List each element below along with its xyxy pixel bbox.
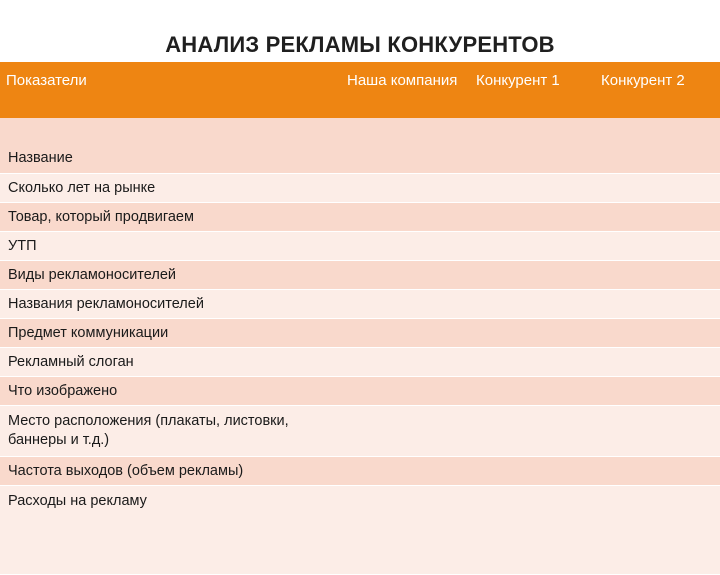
header-indicators: Показатели [0, 62, 345, 118]
table-cell [345, 118, 470, 174]
table-cell [595, 203, 720, 232]
table-cell [345, 203, 470, 232]
table-cell [345, 319, 470, 348]
table-cell [345, 232, 470, 261]
table-row [0, 261, 720, 290]
table-cell [470, 261, 595, 290]
table-row [0, 174, 720, 203]
table-cell [595, 261, 720, 290]
table-cell [595, 232, 720, 261]
table-cell [470, 118, 595, 174]
table-header-row [0, 62, 720, 118]
row-label: УТП [0, 232, 345, 261]
table-cell [595, 486, 720, 575]
table-cell [470, 457, 595, 486]
table-cell [595, 118, 720, 174]
table-cell [470, 377, 595, 406]
table-cell [470, 348, 595, 377]
row-label: Расходы на рекламу [0, 486, 345, 575]
table-cell [595, 319, 720, 348]
table-cell [470, 290, 595, 319]
table-row [0, 348, 720, 377]
table-cell [345, 290, 470, 319]
table-cell [470, 232, 595, 261]
row-label: Что изображено [0, 377, 345, 406]
table-cell [470, 319, 595, 348]
table-row [0, 457, 720, 486]
table-cell [595, 174, 720, 203]
competitor-analysis-table [0, 62, 720, 575]
table-row [0, 377, 720, 406]
row-label: Названия рекламоносителей [0, 290, 345, 319]
table-cell [345, 457, 470, 486]
row-label: Товар, который продвигаем [0, 203, 345, 232]
row-label: Частота выходов (объем рекламы) [0, 457, 345, 486]
row-label: Предмет коммуникации [0, 319, 345, 348]
table-row [0, 290, 720, 319]
table-cell [470, 486, 595, 575]
table-row [0, 118, 720, 174]
table-cell [345, 406, 470, 457]
table-row [0, 486, 720, 575]
header-our-company: Наша компания [345, 62, 470, 118]
table-cell [595, 457, 720, 486]
table-cell [595, 406, 720, 457]
table-cell [345, 348, 470, 377]
table-cell [345, 261, 470, 290]
table-row [0, 203, 720, 232]
table-cell [470, 406, 595, 457]
table-cell [595, 377, 720, 406]
row-label: Сколько лет на рынке [0, 174, 345, 203]
row-label: Виды рекламоносителей [0, 261, 345, 290]
row-label: Место расположения (плакаты, листовки, баннеры и т.д.) [0, 406, 345, 457]
table-cell [345, 486, 470, 575]
table-row [0, 406, 720, 457]
table-row [0, 319, 720, 348]
row-label: Название [0, 118, 345, 174]
row-label: Рекламный слоган [0, 348, 345, 377]
table-row [0, 232, 720, 261]
table-cell [595, 290, 720, 319]
table-cell [470, 203, 595, 232]
table-cell [595, 348, 720, 377]
table-cell [345, 174, 470, 203]
header-competitor-2: Конкурент 2 [595, 62, 720, 118]
table-cell [470, 174, 595, 203]
table-cell [345, 377, 470, 406]
header-competitor-1: Конкурент 1 [470, 62, 595, 118]
page-title: АНАЛИЗ РЕКЛАМЫ КОНКУРЕНТОВ [165, 32, 555, 57]
